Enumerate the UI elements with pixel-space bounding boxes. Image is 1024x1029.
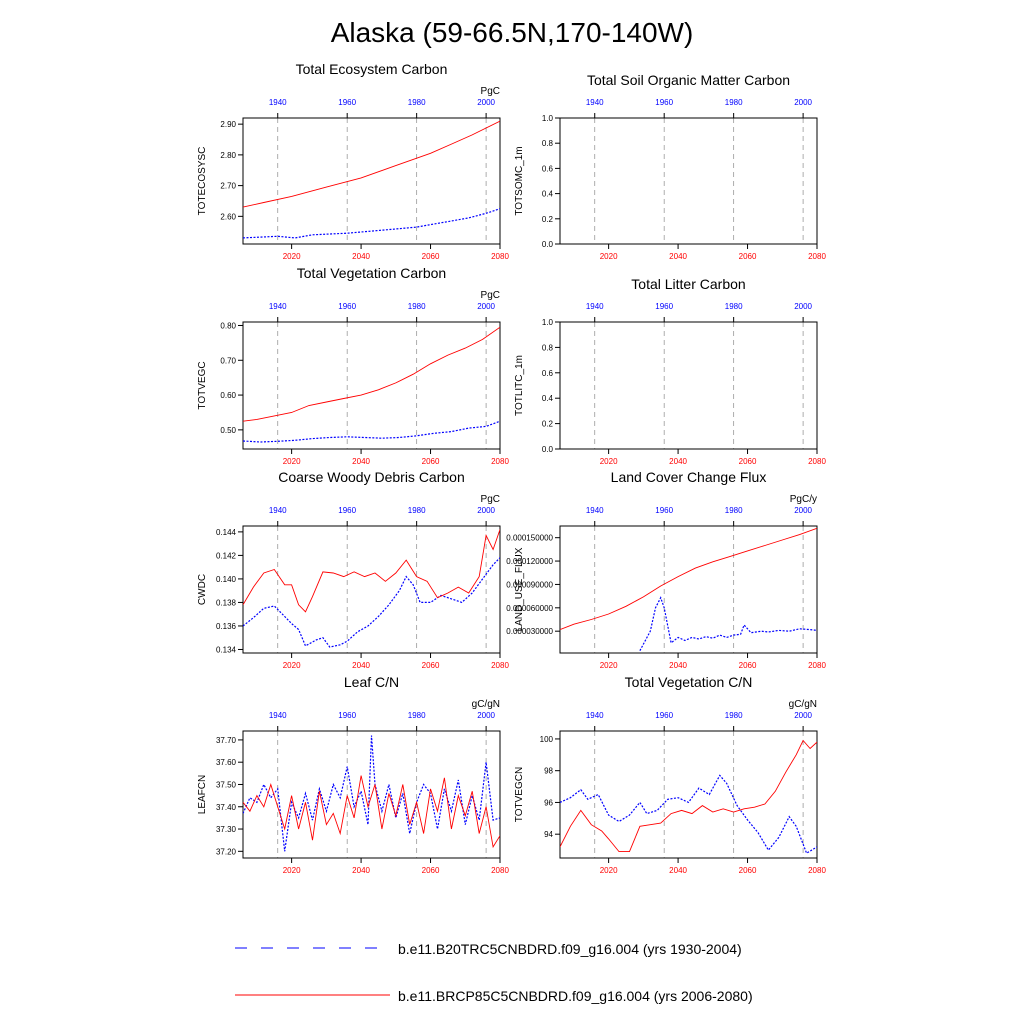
y-tick-label: 94 — [544, 830, 553, 840]
x-tick-label-top: 2000 — [794, 98, 813, 107]
y-axis-label: TOTVEGC — [197, 361, 208, 410]
plot-frame — [560, 731, 817, 858]
series-line-future — [560, 528, 817, 629]
x-tick-label-top: 1960 — [655, 711, 674, 720]
x-tick-label-bottom: 2080 — [491, 457, 509, 466]
units-label: PgC — [480, 86, 500, 97]
series-line-future — [243, 327, 500, 421]
y-tick-label: 0.60 — [220, 391, 236, 401]
x-tick-label-bottom: 2020 — [599, 661, 618, 670]
series-line-historical — [243, 558, 500, 647]
y-tick-label: 0.80 — [220, 321, 236, 331]
plot-frame — [560, 322, 817, 449]
x-tick-label-top: 1980 — [724, 98, 743, 107]
legend-label-historical: b.e11.B20TRC5CNBDRD.f09_g16.004 (yrs 1930-2004) — [398, 941, 742, 957]
plot-frame — [243, 322, 500, 449]
y-tick-label: 0.2 — [541, 419, 553, 429]
x-tick-label-bottom: 2040 — [669, 661, 687, 670]
plot-frame — [243, 118, 500, 244]
x-tick-label-top: 1960 — [655, 506, 674, 515]
series-line-historical — [243, 736, 500, 852]
x-tick-label-top: 1940 — [268, 711, 287, 720]
x-tick-label-top: 2000 — [477, 506, 496, 515]
panel-title: Coarse Woody Debris Carbon — [278, 469, 465, 485]
y-tick-label: 0.140 — [215, 574, 236, 584]
units-label: PgC/y — [789, 494, 817, 505]
x-tick-label-bottom: 2040 — [352, 661, 370, 670]
panel-6 — [506, 469, 826, 670]
series-line-future — [243, 121, 500, 207]
x-tick-label-top: 1960 — [655, 98, 674, 107]
x-tick-label-bottom: 2060 — [738, 661, 757, 670]
y-axis-label: TOTLITC_1m — [514, 355, 525, 416]
x-tick-label-bottom: 2040 — [669, 457, 687, 466]
series-line-future — [243, 776, 500, 847]
y-tick-label: 98 — [544, 766, 553, 776]
x-tick-label-top: 2000 — [477, 302, 496, 311]
plot-frame — [243, 526, 500, 653]
y-axis-label: TOTSOMC_1m — [514, 146, 525, 216]
x-tick-label-bottom: 2040 — [352, 252, 370, 261]
y-tick-label: 0.2 — [541, 214, 553, 224]
units-label: PgC — [480, 290, 500, 301]
x-tick-label-top: 1940 — [585, 98, 604, 107]
y-tick-label: 2.60 — [220, 212, 236, 222]
x-tick-label-top: 1980 — [724, 711, 743, 720]
y-tick-label: 0.6 — [541, 164, 553, 174]
panel-title: Total Vegetation C/N — [624, 674, 753, 690]
y-tick-label: 2.90 — [220, 120, 236, 130]
panel-7 — [197, 674, 509, 875]
y-tick-label: 37.50 — [215, 780, 236, 790]
x-tick-label-bottom: 2040 — [352, 457, 370, 466]
units-label: gC/gN — [471, 699, 500, 710]
y-tick-label: 0.000090000 — [506, 580, 553, 590]
y-tick-label: 0.136 — [215, 621, 236, 631]
y-axis-label: LAND_USE_FLUX — [514, 547, 525, 632]
plot-frame — [560, 526, 817, 653]
x-tick-label-top: 1940 — [585, 302, 604, 311]
x-tick-label-bottom: 2060 — [421, 252, 440, 261]
panel-title: Total Vegetation Carbon — [296, 265, 447, 281]
x-tick-label-top: 1980 — [407, 506, 426, 515]
x-tick-label-bottom: 2020 — [599, 866, 618, 875]
x-tick-label-bottom: 2060 — [738, 866, 757, 875]
x-tick-label-top: 2000 — [477, 98, 496, 107]
x-tick-label-bottom: 2020 — [599, 457, 618, 466]
x-tick-label-top: 1960 — [338, 302, 357, 311]
y-tick-label: 0.4 — [541, 394, 553, 404]
y-tick-label: 0.138 — [215, 598, 236, 608]
x-tick-label-bottom: 2080 — [491, 252, 509, 261]
panel-3 — [197, 265, 509, 466]
x-tick-label-top: 2000 — [477, 711, 496, 720]
x-tick-label-bottom: 2080 — [808, 457, 826, 466]
x-tick-label-bottom: 2060 — [421, 457, 440, 466]
x-tick-label-top: 1960 — [338, 98, 357, 107]
y-axis-label: TOTECOSYSC — [197, 146, 208, 216]
x-tick-label-bottom: 2080 — [491, 866, 509, 875]
x-tick-label-bottom: 2080 — [491, 661, 509, 670]
y-tick-label: 0.142 — [215, 551, 236, 561]
y-tick-label: 37.20 — [215, 847, 236, 857]
x-tick-label-bottom: 2060 — [738, 252, 757, 261]
x-tick-label-top: 1980 — [407, 302, 426, 311]
x-tick-label-bottom: 2040 — [669, 252, 687, 261]
x-tick-label-bottom: 2040 — [669, 866, 687, 875]
panel-4 — [514, 276, 826, 466]
x-tick-label-top: 2000 — [794, 506, 813, 515]
series-line-historical — [640, 598, 817, 651]
x-tick-label-top: 1980 — [724, 302, 743, 311]
panel-1 — [197, 61, 509, 261]
panel-2 — [514, 72, 826, 261]
panel-title: Total Ecosystem Carbon — [295, 61, 448, 77]
y-tick-label: 37.70 — [215, 735, 236, 745]
y-tick-label: 0.4 — [541, 189, 553, 199]
y-tick-label: 2.80 — [220, 150, 236, 160]
x-tick-label-bottom: 2020 — [282, 457, 301, 466]
y-tick-label: 2.70 — [220, 181, 236, 191]
x-tick-label-top: 1960 — [655, 302, 674, 311]
x-tick-label-bottom: 2020 — [282, 661, 301, 670]
x-tick-label-top: 1980 — [724, 506, 743, 515]
panel-5 — [197, 469, 509, 670]
panel-title: Total Soil Organic Matter Carbon — [586, 72, 791, 88]
figure-title: Alaska (59-66.5N,170-140W) — [330, 17, 694, 48]
series-line-future — [243, 530, 500, 612]
x-tick-label-bottom: 2080 — [808, 252, 826, 261]
x-tick-label-bottom: 2060 — [738, 457, 757, 466]
y-tick-label: 0.0 — [541, 240, 553, 249]
y-axis-label: TOTVEGCN — [514, 766, 525, 823]
y-tick-label: 0.000120000 — [506, 557, 553, 567]
x-tick-label-top: 2000 — [794, 711, 813, 720]
x-tick-label-top: 2000 — [794, 302, 813, 311]
x-tick-label-top: 1940 — [268, 302, 287, 311]
y-tick-label: 0.70 — [220, 356, 236, 366]
panel-title: Leaf C/N — [343, 674, 400, 690]
x-tick-label-top: 1940 — [585, 711, 604, 720]
series-line-historical — [560, 775, 817, 853]
panel-title: Land Cover Change Flux — [610, 469, 767, 485]
x-tick-label-top: 1940 — [268, 98, 287, 107]
y-tick-label: 37.60 — [215, 758, 236, 768]
y-axis-label: CWDC — [197, 573, 208, 606]
y-tick-label: 37.30 — [215, 825, 236, 835]
panel-title: Total Litter Carbon — [631, 276, 746, 292]
x-tick-label-bottom: 2020 — [282, 252, 301, 261]
y-tick-label: 0.134 — [215, 645, 236, 655]
x-tick-label-bottom: 2020 — [599, 252, 618, 261]
x-tick-label-bottom: 2060 — [421, 866, 440, 875]
y-tick-label: 100 — [539, 734, 553, 744]
y-tick-label: 0.50 — [220, 425, 236, 435]
series-line-historical — [243, 421, 500, 442]
y-tick-label: 0.000030000 — [506, 627, 553, 637]
panel-8 — [514, 674, 826, 875]
x-tick-label-top: 1940 — [268, 506, 287, 515]
x-tick-label-top: 1980 — [407, 711, 426, 720]
x-tick-label-bottom: 2040 — [352, 866, 370, 875]
y-tick-label: 0.0 — [541, 445, 553, 454]
y-tick-label: 37.40 — [215, 802, 236, 812]
y-tick-label: 1.0 — [541, 114, 553, 123]
y-tick-label: 1.0 — [541, 318, 553, 327]
y-tick-label: 0.144 — [215, 527, 236, 537]
x-tick-label-top: 1960 — [338, 506, 357, 515]
x-tick-label-bottom: 2060 — [421, 661, 440, 670]
y-tick-label: 96 — [544, 798, 553, 808]
units-label: gC/gN — [788, 699, 817, 710]
y-tick-label: 0.8 — [541, 139, 553, 149]
x-tick-label-top: 1980 — [407, 98, 426, 107]
x-tick-label-bottom: 2080 — [808, 661, 826, 670]
x-tick-label-bottom: 2080 — [808, 866, 826, 875]
y-tick-label: 0.000060000 — [506, 603, 553, 613]
y-tick-label: 0.6 — [541, 368, 553, 378]
y-tick-label: 0.000150000 — [506, 533, 553, 543]
x-tick-label-top: 1940 — [585, 506, 604, 515]
y-tick-label: 0.8 — [541, 343, 553, 353]
legend — [235, 941, 753, 1004]
units-label: PgC — [480, 494, 500, 505]
y-axis-label: LEAFCN — [197, 774, 208, 815]
plot-frame — [560, 118, 817, 244]
legend-label-future: b.e11.BRCP85C5CNBDRD.f09_g16.004 (yrs 2006-2080) — [398, 988, 753, 1004]
series-line-historical — [243, 209, 500, 238]
x-tick-label-top: 1960 — [338, 711, 357, 720]
x-tick-label-bottom: 2020 — [282, 866, 301, 875]
